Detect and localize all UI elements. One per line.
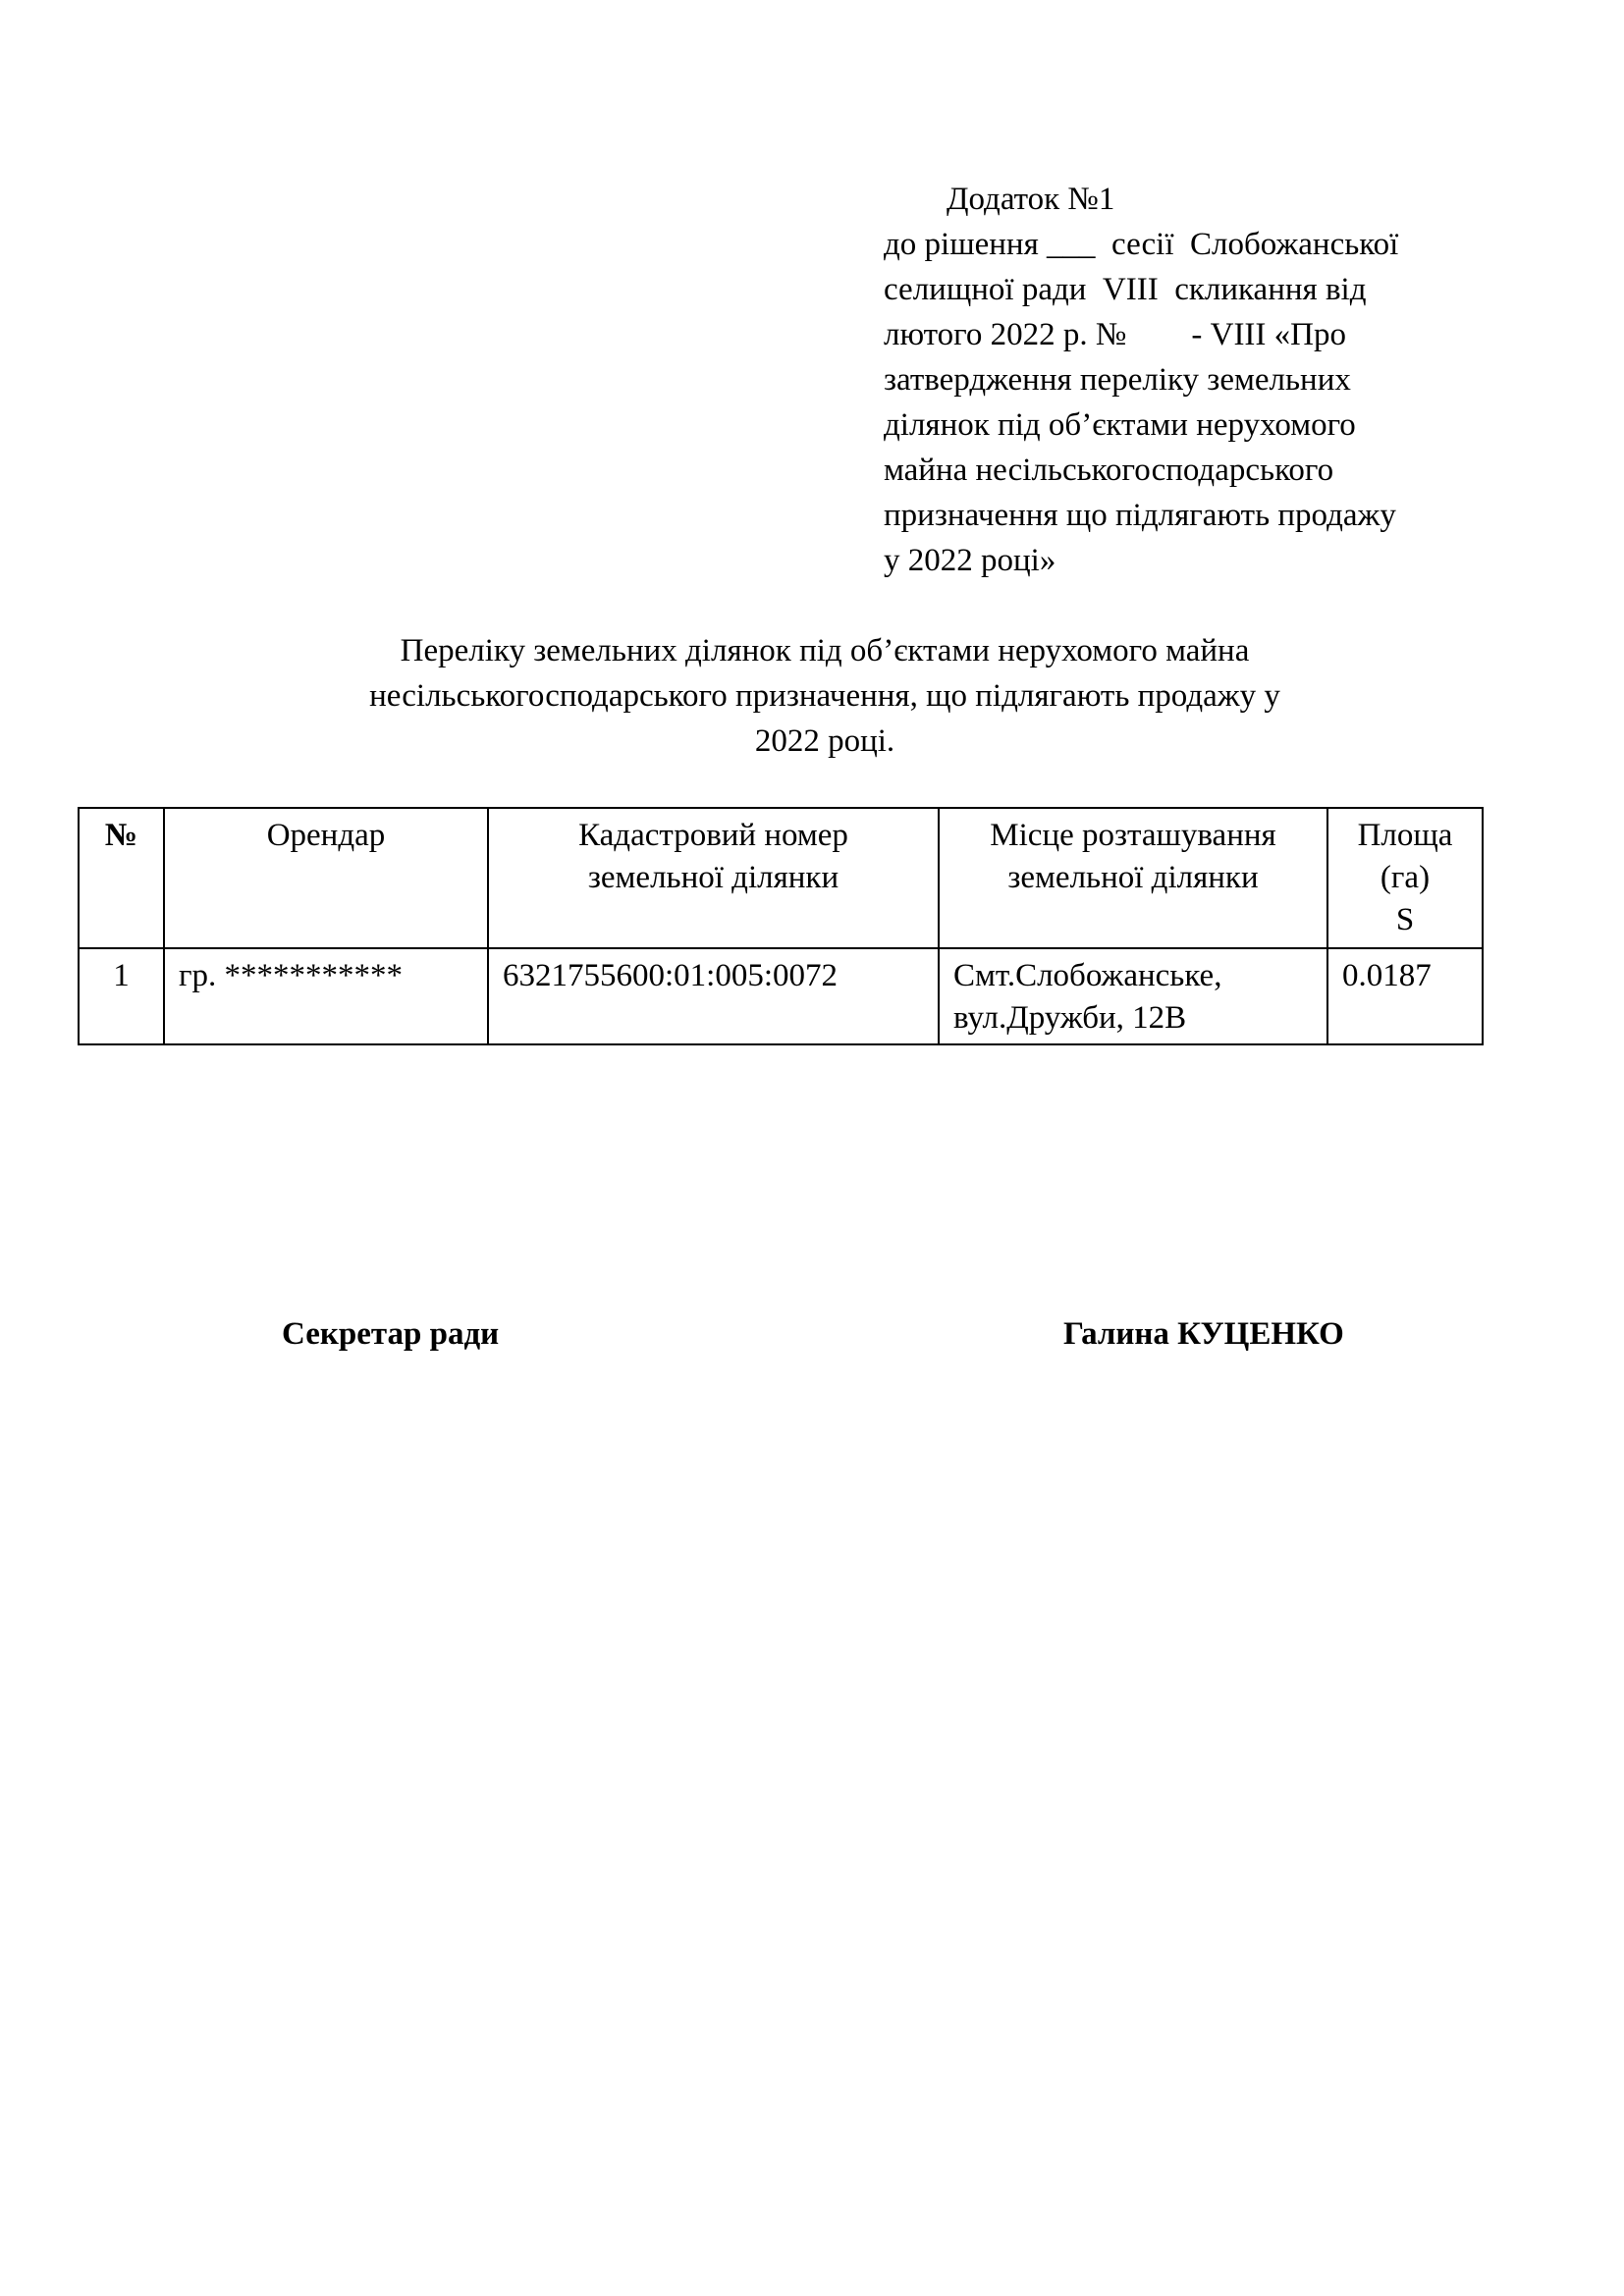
cell-location-line: Смт.Слобожанське, [953,958,1222,993]
header-location [939,808,1327,948]
signature-position: Секретар ради [282,1316,500,1352]
annex-line: майна несільськогосподарського [884,453,1334,488]
document-title-line: Переліку земельних ділянок під об’єктами нерухомого майна [400,633,1250,668]
document-title-line: 2022 році. [754,723,895,759]
header-area-line: Площа [1357,818,1453,853]
header-num: № [79,808,164,948]
annex-line: у 2022 році» [884,543,1056,578]
annex-title: Додаток №1 [947,182,1115,217]
header-cadastral-line: земельної ділянки [587,860,839,895]
header-area-line: S [1395,902,1415,937]
header-area-line: (га) [1380,860,1431,895]
cell-cadastral: 6321755600:01:005:0072 [488,948,939,1044]
document-title-line: несільськогосподарського призначення, що підлягають продажу у [369,678,1280,714]
header-location-line: Місце розташування [990,818,1276,853]
annex-line: ділянок під об’єктами нерухомого [884,407,1356,443]
annex-line: затвердження переліку земельних [884,362,1351,398]
cell-num: 1 [79,948,164,1044]
annex-line: до рішення ___ сесії Слобожанської [884,227,1399,262]
cell-location [939,948,1327,1044]
header-cadastral-line: Кадастровий номер [578,818,848,853]
annex-line: селищної ради VIII скликання від [884,272,1367,307]
cell-area: 0.0187 [1327,948,1483,1044]
header-location-line: земельної ділянки [1007,860,1259,895]
annex-block [884,177,1473,583]
annex-line: призначення що підлягають продажу [884,498,1396,533]
table-header-row [79,808,1483,948]
cell-tenant: гр. *********** [164,948,488,1044]
signature-name: Галина КУЦЕНКО [1063,1316,1344,1352]
document-title [236,628,1414,764]
cell-location-line: вул.Дружби, 12В [953,1000,1187,1036]
header-area [1327,808,1483,948]
annex-line: лютого 2022 р. № - VIII «Про [884,317,1346,352]
header-cadastral [488,808,939,948]
table-row [79,948,1483,1044]
header-tenant: Орендар [164,808,488,948]
land-plots-table [78,807,1484,1045]
